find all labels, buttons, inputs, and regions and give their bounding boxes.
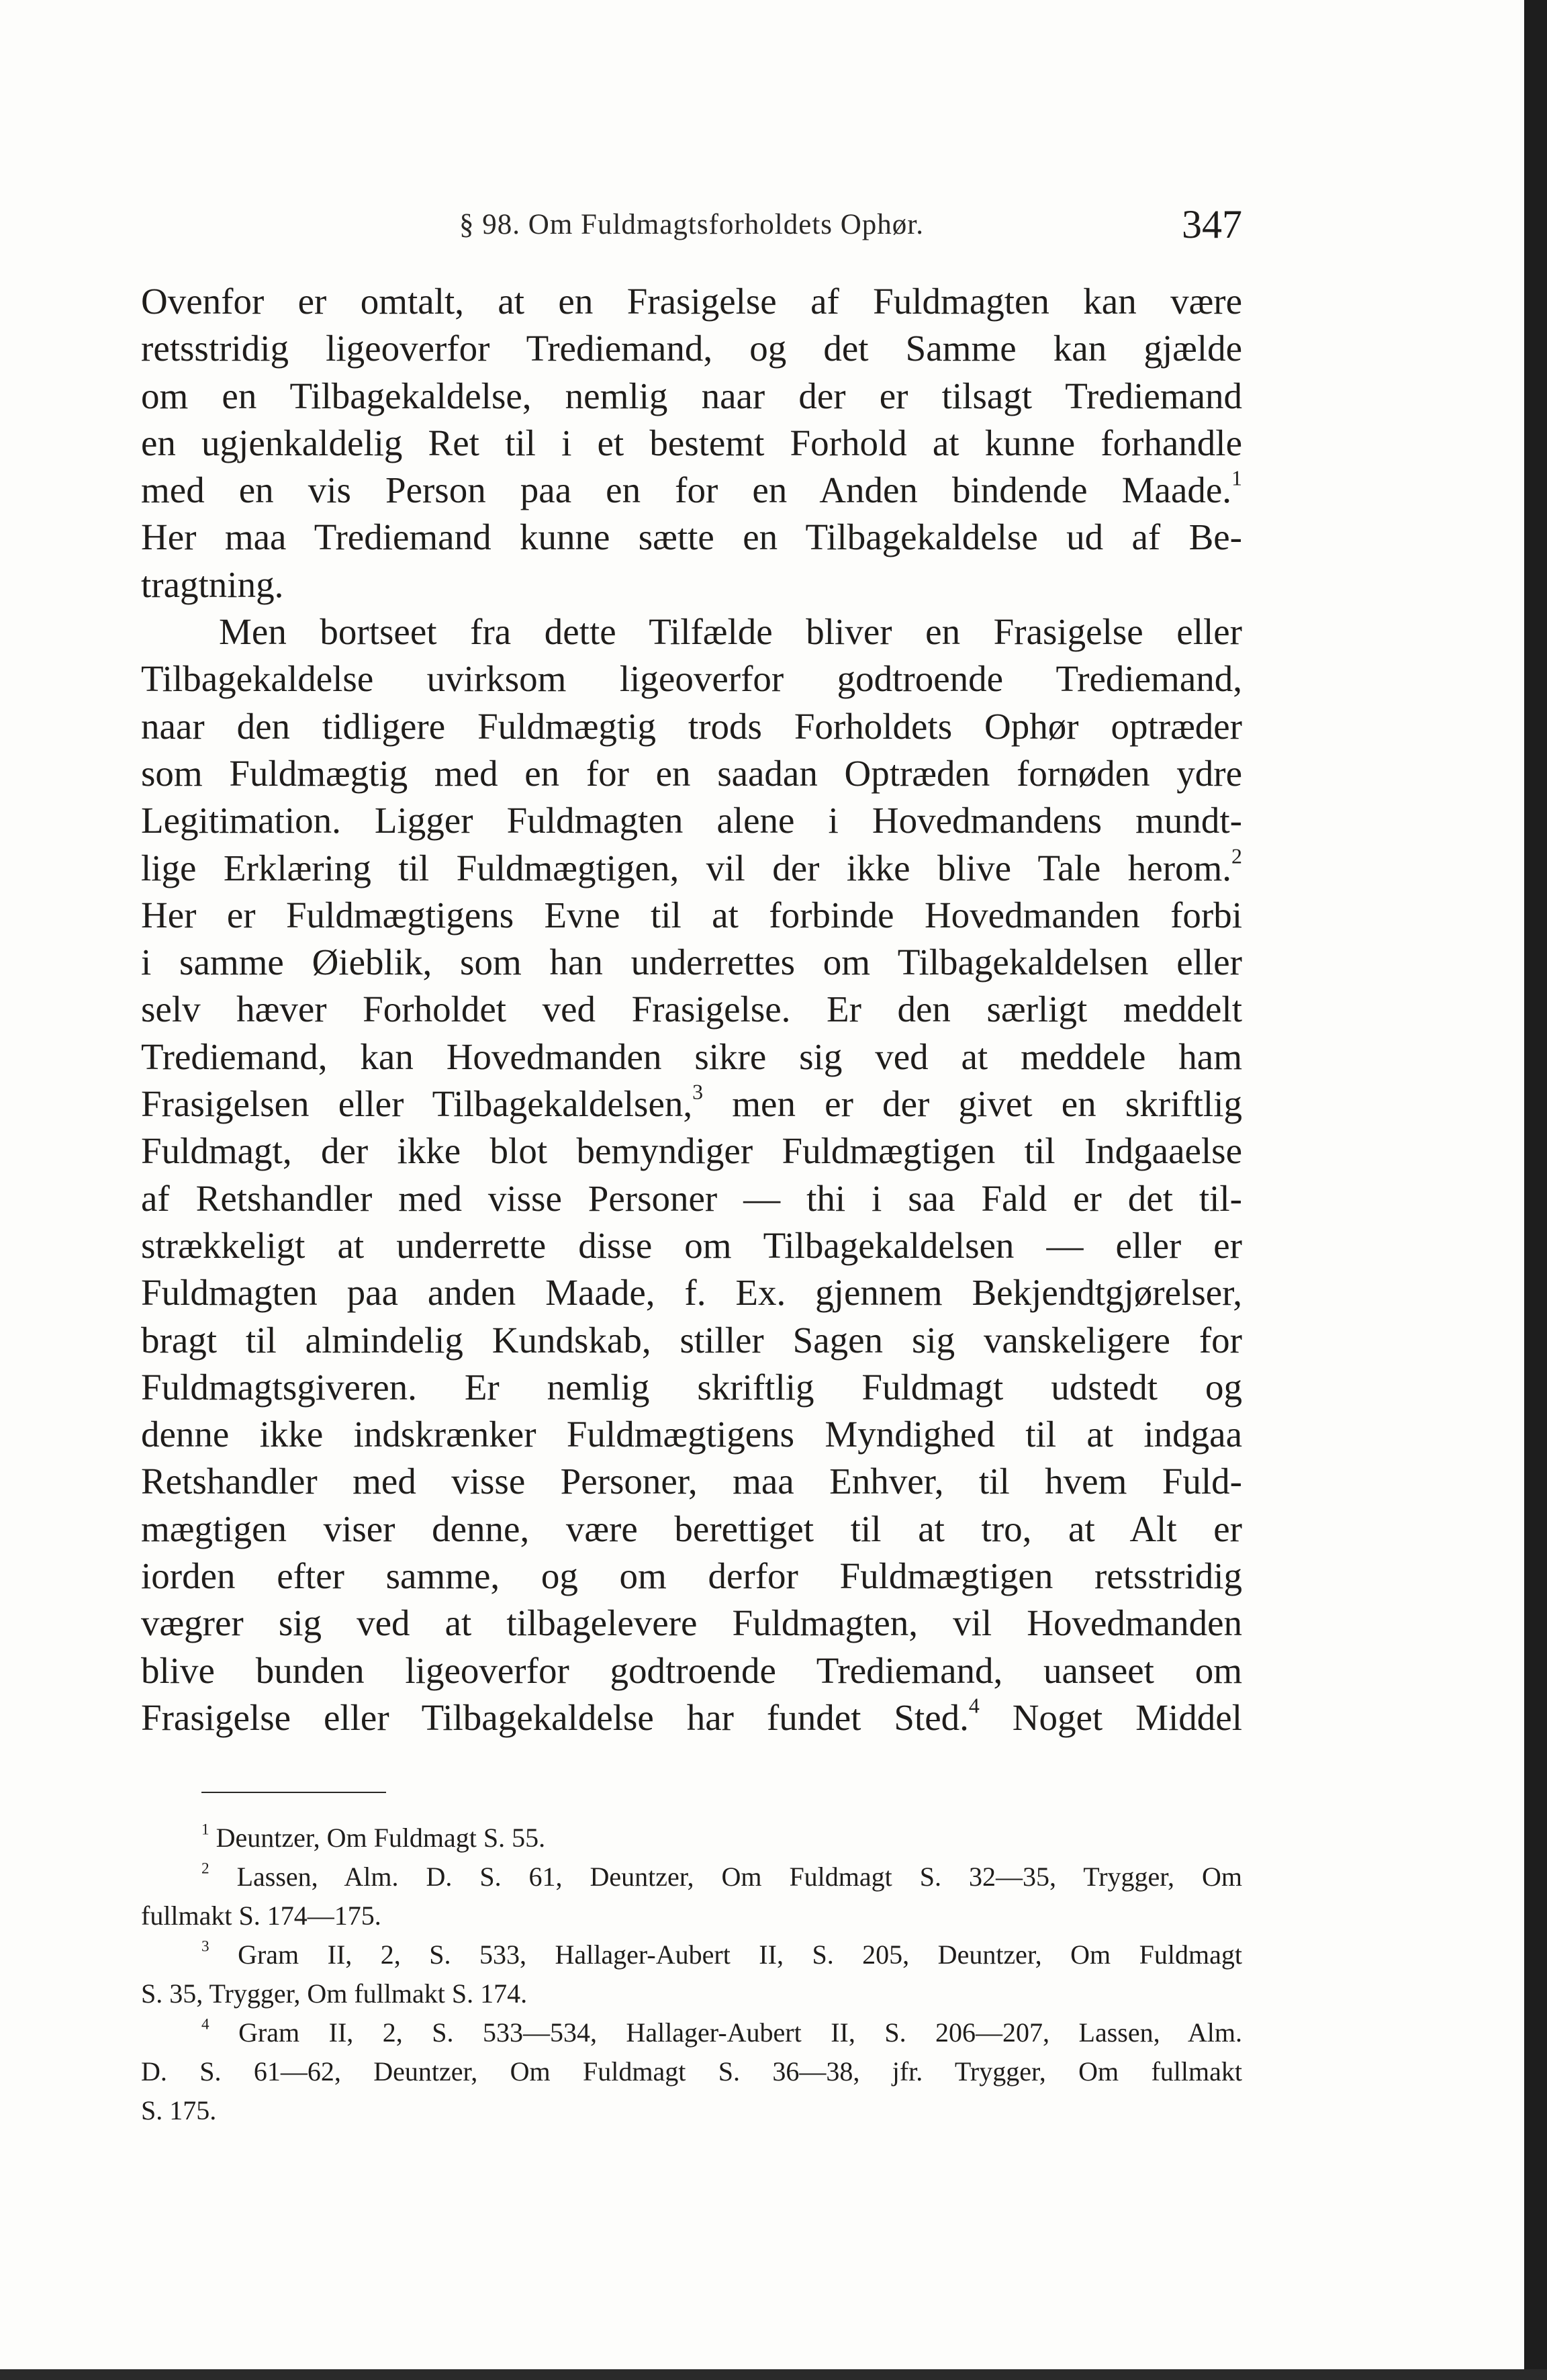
footnote-line xyxy=(141,2091,1242,2130)
text-line xyxy=(141,1506,1242,1553)
footnote-line xyxy=(141,2013,1242,2052)
text-line-content: blive bunden ligeoverfor godtroende Trediemand, uanseet om xyxy=(141,1649,1242,1691)
footnote-text: Lassen, Alm. D. S. 61, Deuntzer, Om Fuldmagt S. 32—35, Trygger, Om xyxy=(209,1862,1242,1892)
footnote-marker: 2 xyxy=(1231,844,1242,868)
text-line xyxy=(141,1128,1242,1175)
text-line xyxy=(141,1222,1242,1269)
footnote-line xyxy=(141,1896,1242,1935)
footnote-text: Deuntzer, Om Fuldmagt S. 55. xyxy=(209,1823,546,1853)
text-line-content: Fuldmagtsgiveren. Er nemlig skriftlig Fuldmagt udstedt og xyxy=(141,1366,1242,1408)
text-line xyxy=(141,561,1242,608)
text-line xyxy=(141,986,1242,1033)
footnote-text: Gram II, 2, S. 533, Hallager-Aubert II, S. 205, Deuntzer, Om Fuldmagt xyxy=(209,1939,1242,1970)
text-line-content: selv hæver Forholdet ved Frasigelse. Er den særligt meddelt xyxy=(141,989,1242,1030)
footnote-text: S. 35, Trygger, Om fullmakt S. 174. xyxy=(141,1978,528,2009)
text-line-content: naar den tidligere Fuldmægtig trods Forholdets Ophør optræder xyxy=(141,705,1242,747)
footnote-line xyxy=(141,1858,1242,1896)
text-line-content: denne ikke indskrænker Fuldmægtigens Myndighed til at indgaa xyxy=(141,1414,1242,1455)
footnote-line xyxy=(141,1974,1242,2013)
text-line xyxy=(141,1317,1242,1364)
text-line xyxy=(141,1411,1242,1458)
text-line xyxy=(141,1081,1242,1128)
footnote-line xyxy=(141,2052,1242,2091)
text-line xyxy=(141,1647,1242,1694)
text-line-content: lige Erklæring til Fuldmægtigen, vil der ikke blive Tale herom. xyxy=(141,847,1232,888)
body-text xyxy=(141,278,1242,1741)
text-line-content: en ugjenkaldelig Ret til i et bestemt Forhold at kunne forhandle xyxy=(141,422,1242,463)
footnote-line xyxy=(141,1819,1242,1858)
text-line xyxy=(141,467,1242,514)
footnote-text: fullmakt S. 174—175. xyxy=(141,1901,381,1931)
text-line xyxy=(141,1553,1242,1600)
text-line-content: Her maa Trediemand kunne sætte en Tilbagekaldelse ud af Be- xyxy=(141,516,1242,558)
text-line-content: Tilbagekaldelse uvirksom ligeoverfor godtroende Trediemand, xyxy=(141,658,1242,700)
text-line-content: af Retshandler med visse Personer — thi i saa Fald er det til- xyxy=(141,1177,1242,1219)
text-line xyxy=(141,1175,1242,1222)
text-line xyxy=(141,703,1242,750)
text-line xyxy=(141,939,1242,986)
text-line-content: bragt til almindelig Kundskab, stiller Sagen sig vanskeligere for xyxy=(141,1319,1242,1361)
text-line-content: Her er Fuldmægtigens Evne til at forbinde Hovedmanden forbi xyxy=(141,894,1242,935)
text-line xyxy=(141,797,1242,844)
text-line xyxy=(141,373,1242,420)
footnote-marker: 4 xyxy=(968,1694,980,1718)
text-line xyxy=(141,655,1242,702)
text-line xyxy=(141,892,1242,939)
text-line-continuation: men er der givet en skriftlig xyxy=(703,1083,1242,1125)
text-line-content: Legitimation. Ligger Fuldmagten alene i Hovedmandens mundt- xyxy=(141,800,1242,841)
footnote-marker: 1 xyxy=(1231,466,1242,490)
text-line xyxy=(141,1600,1242,1647)
text-line xyxy=(141,420,1242,467)
text-line-content: mægtigen viser denne, være berettiget til at tro, at Alt er xyxy=(141,1508,1242,1549)
page-number: 347 xyxy=(1182,202,1242,246)
footnote-number: 2 xyxy=(201,1860,209,1878)
text-line xyxy=(141,1694,1242,1741)
page-header xyxy=(141,201,1242,255)
footnote-text: S. 175. xyxy=(141,2095,217,2125)
text-line xyxy=(141,845,1242,892)
text-line-content: tragtning. xyxy=(141,563,284,605)
text-line xyxy=(141,1364,1242,1411)
footnote-number: 3 xyxy=(201,1937,209,1956)
text-line xyxy=(141,1034,1242,1081)
text-line-content: i samme Øieblik, som han underrettes om Tilbagekaldelsen eller xyxy=(141,942,1242,983)
text-line-continuation: Noget Middel xyxy=(979,1696,1242,1738)
text-line-content: iorden efter samme, og om derfor Fuldmægtigen retsstridig xyxy=(141,1555,1242,1597)
text-line-content: Men bortseet fra dette Tilfælde bliver en Frasigelse eller xyxy=(219,611,1242,653)
scan-edge-bottom xyxy=(0,2369,1547,2380)
text-line-content: med en vis Person paa en for en Anden bindende Maade. xyxy=(141,469,1232,511)
text-line-content: Trediemand, kan Hovedmanden sikre sig ved at meddele ham xyxy=(141,1036,1242,1077)
text-line-content: vægrer sig ved at tilbagelevere Fuldmagten, vil Hovedmanden xyxy=(141,1602,1242,1644)
text-line-content: Frasigelse eller Tilbagekaldelse har fundet Sted. xyxy=(141,1696,969,1738)
text-line-content: Frasigelsen eller Tilbagekaldelsen, xyxy=(141,1083,693,1125)
footnote-marker: 3 xyxy=(692,1080,704,1104)
text-line xyxy=(141,1458,1242,1505)
text-line-content: som Fuldmægtig med en for en saadan Optræden fornøden ydre xyxy=(141,752,1242,794)
footnote-text: Gram II, 2, S. 533—534, Hallager-Aubert II, S. 206—207, Lassen, Alm. xyxy=(209,2017,1242,2048)
text-line xyxy=(141,514,1242,561)
footnote-separator xyxy=(201,1792,386,1793)
text-line xyxy=(141,278,1242,325)
text-line-content: retsstridig ligeoverfor Trediemand, og det Samme kan gjælde xyxy=(141,328,1242,369)
footnote-text: D. S. 61—62, Deuntzer, Om Fuldmagt S. 36—38, jfr. Trygger, Om fullmakt xyxy=(141,2056,1242,2087)
text-line-content: strækkeligt at underrette disse om Tilbagekaldelsen — eller er xyxy=(141,1224,1242,1266)
text-line-content: om en Tilbagekaldelse, nemlig naar der er tilsagt Trediemand xyxy=(141,375,1242,416)
text-line-content: Retshandler med visse Personer, maa Enhver, til hvem Fuld- xyxy=(141,1461,1242,1502)
footnote-line xyxy=(141,1935,1242,1974)
text-line-content: Fuldmagt, der ikke blot bemyndiger Fuldmægtigen til Indgaaelse xyxy=(141,1130,1242,1172)
text-line-content: Fuldmagten paa anden Maade, f. Ex. gjennem Bekjendtgjørelser, xyxy=(141,1272,1242,1314)
text-line xyxy=(141,608,1242,655)
text-line xyxy=(141,325,1242,372)
running-head: § 98. Om Fuldmagtsforholdets Ophør. xyxy=(459,209,924,240)
footnote-number: 1 xyxy=(201,1821,209,1839)
text-line xyxy=(141,750,1242,797)
text-line xyxy=(141,1269,1242,1316)
footnotes xyxy=(141,1819,1242,2130)
scan-edge-right xyxy=(1524,0,1547,2380)
footnote-number: 4 xyxy=(201,2015,209,2033)
text-line-content: Ovenfor er omtalt, at en Frasigelse af Fuldmagten kan være xyxy=(141,281,1242,322)
